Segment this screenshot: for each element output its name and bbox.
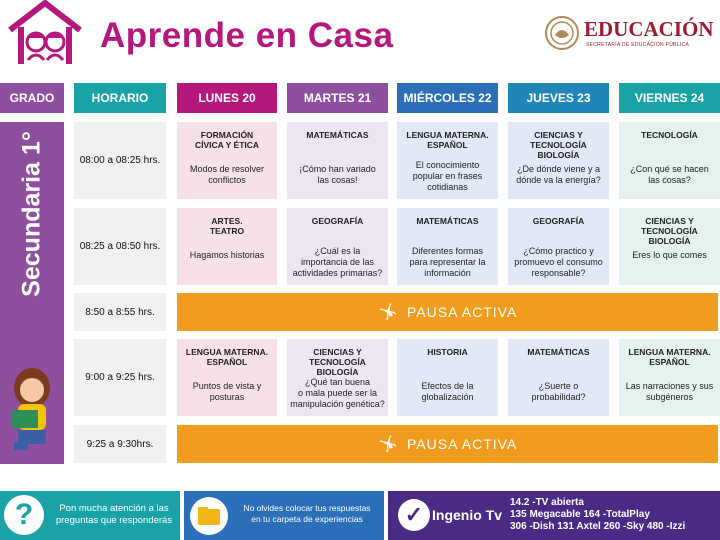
topic-text (287, 377, 388, 410)
sep-seal-icon (544, 15, 580, 51)
topic-line: responsable? (531, 268, 586, 278)
topic-line: ¿Cuál es la (314, 246, 361, 256)
topic-text (508, 381, 609, 403)
exercise-icon: 🤸︎ (377, 304, 399, 321)
house-logo-icon (6, 0, 84, 66)
topic-line: las cosas! (317, 175, 358, 185)
header-jueves: JUEVES 23 (508, 83, 609, 113)
topic-text (287, 164, 388, 186)
subject-name-line: BIOLOGÍA (648, 236, 691, 246)
subject-name-line: BIOLOGÍA (537, 150, 580, 160)
subject-name (287, 216, 388, 226)
topic-line: las cosas? (648, 175, 691, 185)
topic-line: cotidianas (427, 182, 468, 192)
subject-name-line: TECNOLOGÍA (641, 226, 698, 236)
topic-text (177, 381, 277, 403)
pausa-label: PAUSA ACTIVA (407, 436, 518, 452)
topic-text (397, 381, 498, 403)
time-slot-2: 08:25 a 08:50 hrs. (74, 208, 166, 285)
channels-line-3: 306 -Dish 131 Axtel 260 -Sky 480 -Izzi (510, 521, 686, 532)
subject-cell (619, 208, 720, 285)
topic-line: probabilidad? (531, 392, 586, 402)
subject-name-line: FORMACIÓN (200, 130, 254, 140)
subject-name-line: CÍVICA Y ÉTICA (194, 140, 260, 150)
topic-line: ¿Suerte o (538, 381, 579, 391)
pausa-activa-2 (177, 425, 718, 463)
tip2-line1: No olvides colocar tus respuestas (243, 503, 371, 513)
topic-line: Hagamos historias (189, 250, 265, 260)
subject-cell (397, 339, 498, 416)
subject-cell (177, 122, 277, 199)
footer-tip-2 (184, 491, 384, 540)
subject-cell (397, 208, 498, 285)
topic-line: Efectos de la (421, 381, 474, 391)
subject-cell (177, 208, 277, 285)
subject-name-line: CIENCIAS Y (534, 130, 583, 140)
header-horario: HORARIO (74, 83, 166, 113)
question-icon: ? (4, 495, 44, 535)
logo-subtext: SECRETARÍA DE EDUCACIÓN PÚBLICA (586, 42, 690, 48)
subject-name (508, 216, 609, 226)
footer-tip-1 (0, 491, 180, 540)
topic-line: posturas (209, 392, 245, 402)
topic-text (619, 164, 720, 186)
topic-line: ¿Cómo practico y (523, 246, 594, 256)
subject-name-line: CIENCIAS Y (645, 216, 694, 226)
subject-name-line: HISTORIA (427, 347, 468, 357)
subject-name-line: LENGUA MATERNA. (185, 347, 269, 357)
subject-name (177, 216, 277, 236)
subject-name (508, 130, 609, 160)
topic-text (508, 164, 609, 186)
topic-line: manipulación genética? (290, 399, 385, 409)
topic-text (619, 381, 720, 403)
exercise-icon: 🤸︎ (377, 436, 399, 453)
subject-name-line: ESPAÑOL (206, 357, 248, 367)
subject-name (397, 130, 498, 150)
subject-name-line: TECNOLOGÍA (641, 130, 698, 140)
topic-line: para representar la (409, 257, 486, 267)
topic-line: o mala puede ser la (297, 388, 378, 398)
subject-name-line: LENGUA MATERNA. (628, 347, 711, 357)
topic-text (508, 246, 609, 279)
subject-name-line: LENGUA MATERNA. (406, 130, 489, 140)
time-slot-pausa-2: 9:25 a 9:30hrs. (74, 425, 166, 463)
page-title: Aprende en Casa (100, 16, 394, 55)
subject-name (397, 216, 498, 226)
subject-cell (508, 339, 609, 416)
subject-name-line: TECNOLOGÍA (309, 357, 366, 367)
subject-name-line: MATEMÁTICAS (306, 130, 369, 140)
pausa-activa-1 (177, 293, 718, 331)
subject-name-line: MATEMÁTICAS (416, 216, 479, 226)
footer-channels (388, 491, 720, 540)
subject-cell (508, 122, 609, 199)
time-slot-pausa-1: 8:50 a 8:55 hrs. (74, 293, 166, 331)
subject-name (177, 347, 277, 367)
topic-line: ¡Cómo han variado (299, 164, 376, 174)
topic-line: promuevo el consumo (514, 257, 603, 267)
topic-text (397, 160, 498, 193)
topic-line: ¿Qué tan buena (304, 377, 371, 387)
subject-name-line: BIOLOGÍA (316, 367, 359, 377)
subject-cell (177, 339, 277, 416)
topic-line: importancia de las (300, 257, 375, 267)
subject-cell (619, 122, 720, 199)
topic-line: Modos de resolver (189, 164, 265, 174)
topic-line: popular en frases (412, 171, 483, 181)
channels-line-2: 135 Megacable 164 -TotalPlay (510, 509, 650, 520)
subject-cell (287, 122, 388, 199)
subject-name-line: TEATRO (209, 226, 245, 236)
topic-line: El conocimiento (415, 160, 480, 170)
topic-text (177, 250, 277, 261)
logo-text: EDUCACIÓN (584, 17, 714, 41)
topic-line: Puntos de vista y (192, 381, 262, 391)
tip1-line2: preguntas que responderás (55, 515, 173, 526)
pausa-label: PAUSA ACTIVA (407, 304, 518, 320)
tip1-line1: Pon mucha atención a las (59, 503, 169, 514)
topic-text (397, 246, 498, 279)
subject-name-line: TECNOLOGÍA (530, 140, 587, 150)
subject-cell (508, 208, 609, 285)
subject-name (177, 130, 277, 150)
header-viernes: VIERNES 24 (619, 83, 720, 113)
subject-cell (287, 339, 388, 416)
topic-line: ¿Con qué se hacen (630, 164, 709, 174)
subject-name-line: ARTES. (211, 216, 243, 226)
topic-text (177, 164, 277, 186)
ingenio-tv-label: Ingenio Tv (432, 507, 502, 523)
subject-name (287, 347, 388, 377)
topic-line: Eres lo que comes (632, 250, 707, 260)
subject-cell (619, 339, 720, 416)
subject-name-line: ESPAÑOL (649, 357, 690, 367)
topic-line: dónde va la energía? (516, 175, 601, 185)
topic-text (619, 250, 720, 261)
subject-name-line: GEOGRAFÍA (311, 216, 364, 226)
subject-name-line: GEOGRAFÍA (532, 216, 585, 226)
subject-name-line: ESPAÑOL (427, 140, 468, 150)
tip2-line2: en tu carpeta de experiencias (251, 514, 363, 524)
topic-line: ¿De dónde viene y a (516, 164, 601, 174)
topic-line: actividades primarias? (292, 268, 383, 278)
header-miercoles: MIÉRCOLES 22 (397, 83, 498, 113)
subject-name-line: CIENCIAS Y (313, 347, 362, 357)
grade-label: Secundaria 1° (17, 131, 46, 297)
header-lunes: LUNES 20 (177, 83, 277, 113)
time-slot-3: 9:00 a 9:25 hrs. (74, 339, 166, 416)
subject-cell (287, 208, 388, 285)
topic-line: subgéneros (645, 392, 694, 402)
subject-name-line: MATEMÁTICAS (527, 347, 590, 357)
subject-name (619, 130, 720, 140)
topic-line: Diferentes formas (411, 246, 484, 256)
topic-line: globalización (421, 392, 474, 402)
topic-text (287, 246, 388, 279)
topic-line: conflictos (208, 175, 246, 185)
header-martes: MARTES 21 (287, 83, 388, 113)
student-reading-illustration (4, 364, 60, 454)
topic-line: Las narraciones y sus (625, 381, 714, 391)
channels-line-1: 14.2 -TV abierta (510, 497, 584, 508)
header-grado: GRADO (0, 83, 64, 113)
subject-name (397, 347, 498, 357)
subject-name (508, 347, 609, 357)
topic-line: información (424, 268, 471, 278)
subject-name (287, 130, 388, 140)
subject-name (619, 347, 720, 367)
subject-cell (397, 122, 498, 199)
subject-name (619, 216, 720, 246)
time-slot-1: 08:00 a 08:25 hrs. (74, 122, 166, 199)
checkmark-icon: ✓ (398, 499, 430, 531)
folder-icon (190, 497, 228, 535)
